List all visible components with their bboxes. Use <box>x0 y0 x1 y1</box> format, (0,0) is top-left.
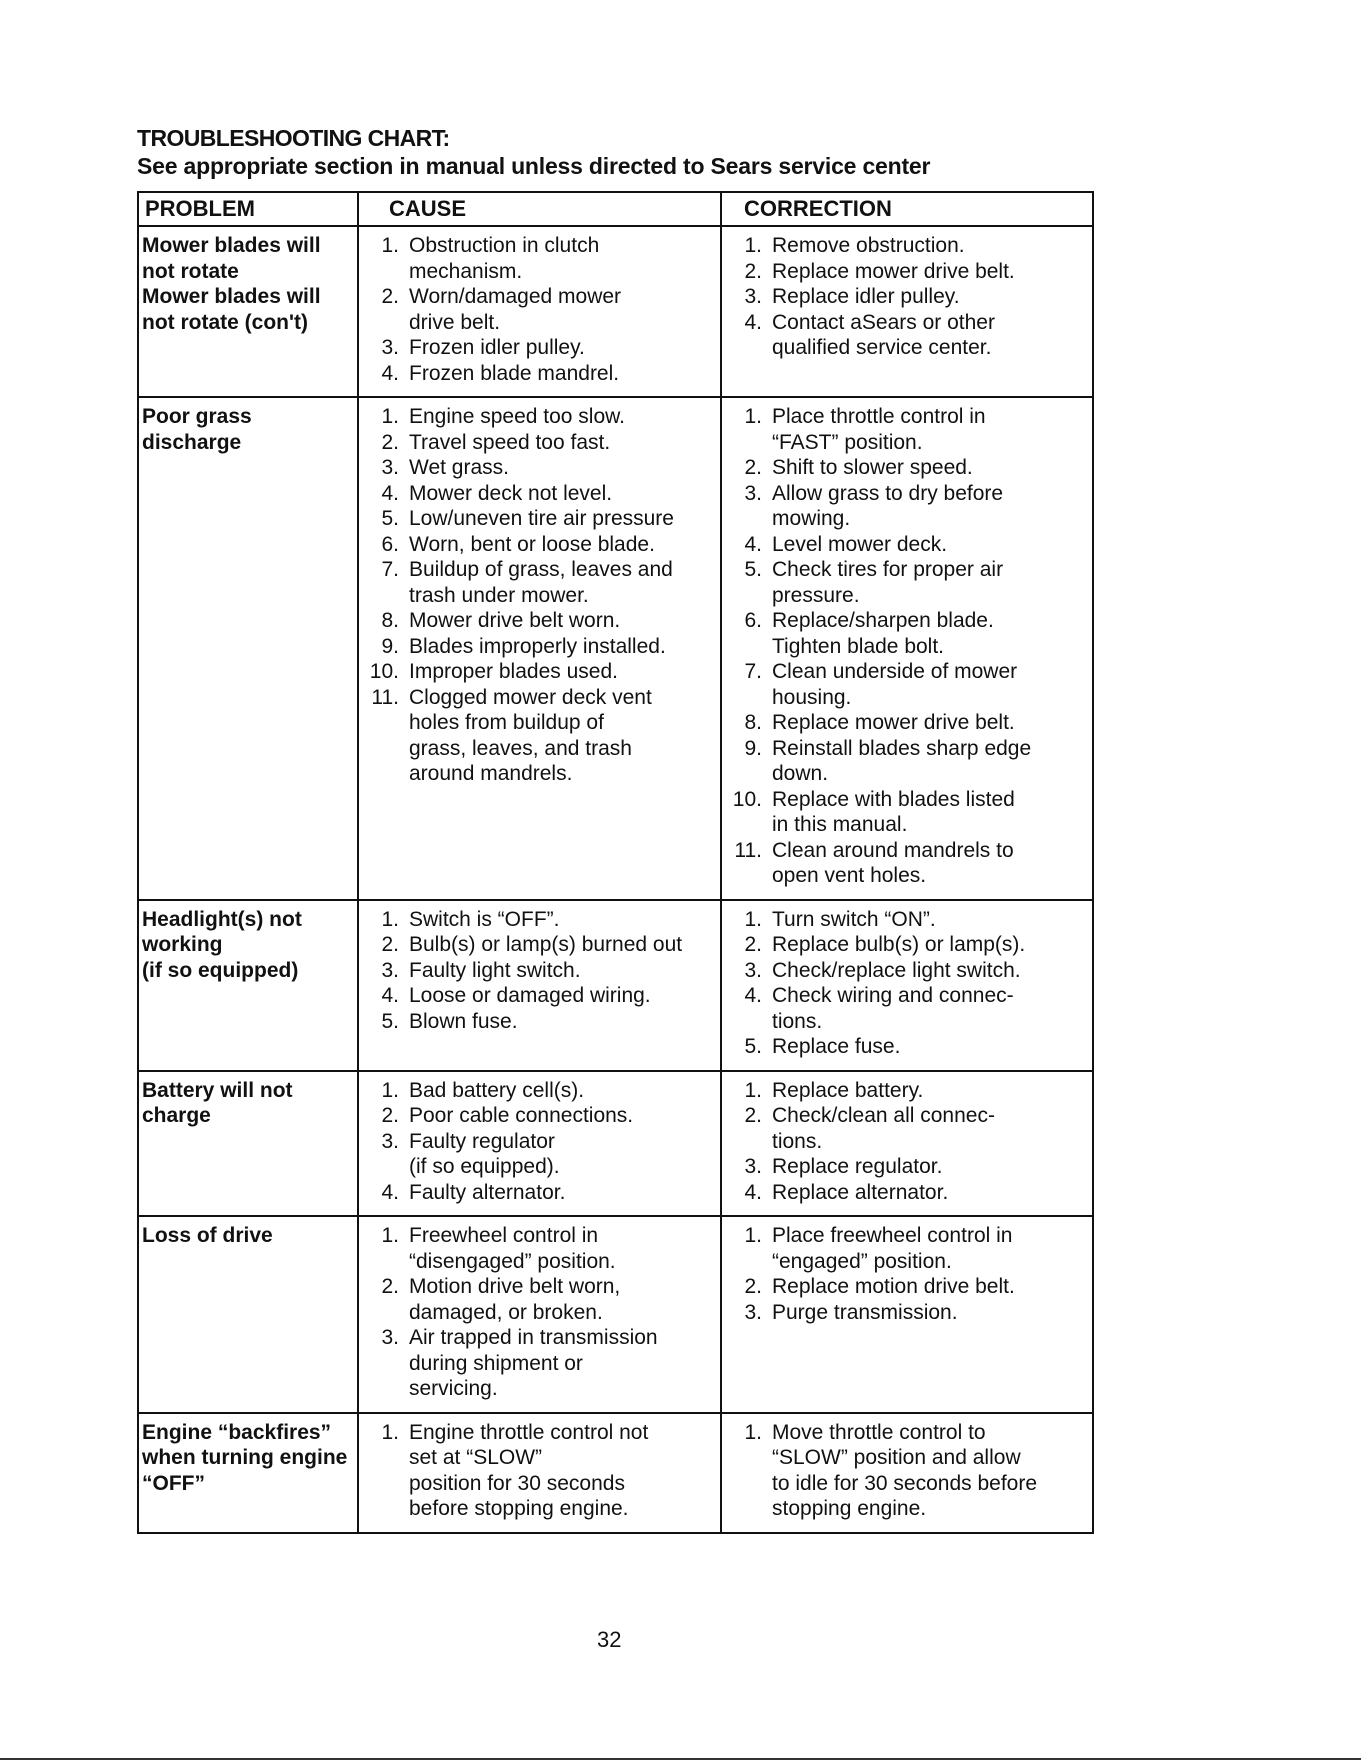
correction-list <box>726 907 1088 1060</box>
correction-item-text: Replace idler pulley. <box>772 285 960 308</box>
correction-item-number: 4. <box>744 1180 762 1204</box>
correction-list <box>726 1223 1088 1325</box>
cause-item-number: 3. <box>381 1326 399 1349</box>
cause-item <box>363 284 716 335</box>
cause-item <box>363 506 716 532</box>
correction-item <box>726 710 1088 736</box>
cause-item <box>363 608 716 634</box>
cause-cell <box>358 1071 721 1217</box>
cause-item <box>363 958 716 984</box>
cause-cell <box>358 226 721 397</box>
correction-item-number: 1. <box>744 1420 762 1444</box>
cause-cell <box>358 900 721 1071</box>
cause-item-number: 1. <box>381 907 399 931</box>
cause-item-text: Frozen idler pulley. <box>409 336 585 359</box>
table-row <box>138 900 1093 1071</box>
cause-item <box>363 1009 716 1035</box>
correction-item-text: Place freewheel control in “engaged” position. <box>772 1224 1013 1273</box>
correction-item-text: Allow grass to dry before mowing. <box>772 481 1004 530</box>
correction-item <box>726 1180 1088 1206</box>
cause-item <box>363 430 716 456</box>
correction-item-text: Purge transmission. <box>772 1300 958 1324</box>
cause-item-number: 1. <box>381 1420 399 1444</box>
cause-item <box>363 481 716 507</box>
cause-list <box>363 1078 716 1206</box>
cause-item-number: 3. <box>381 336 399 359</box>
cause-item-text: Frozen blade mandrel. <box>409 361 620 385</box>
cause-item <box>363 1103 716 1129</box>
correction-item-number: 4. <box>744 532 762 556</box>
correction-item-number: 5. <box>744 1035 762 1058</box>
cause-item-text: Mower deck not level. <box>409 481 613 505</box>
cause-item <box>363 532 716 558</box>
cause-item <box>363 361 716 387</box>
correction-item-text: Move throttle control to “SLOW” position and allow to idle for 30 seconds before stopping engine. <box>772 1420 1038 1520</box>
correction-item <box>726 983 1088 1034</box>
cause-item-number: 4. <box>381 481 399 505</box>
cause-item-number: 8. <box>381 609 399 632</box>
correction-item-number: 6. <box>744 609 762 632</box>
cause-item <box>363 634 716 660</box>
correction-item-number: 2. <box>744 259 762 283</box>
cause-item-number: 2. <box>381 1275 399 1298</box>
correction-item <box>726 455 1088 481</box>
cause-list <box>363 404 716 787</box>
cause-cell <box>358 1216 721 1413</box>
correction-cell <box>721 900 1093 1071</box>
cause-item-text: Faulty light switch. <box>409 958 581 982</box>
correction-item <box>726 1078 1088 1104</box>
correction-item <box>726 787 1088 838</box>
page-subtitle: See appropriate section in manual unless directed to Sears service center <box>137 153 931 179</box>
correction-item <box>726 404 1088 455</box>
correction-cell <box>721 1071 1093 1217</box>
correction-item-number: 8. <box>744 711 762 734</box>
cause-item-text: Faulty regulator (if so equipped). <box>409 1129 560 1178</box>
correction-item-text: Replace/sharpen blade. Tighten blade bolt. <box>772 609 994 658</box>
problem-text: Loss of drive <box>142 1224 273 1247</box>
correction-item <box>726 958 1088 984</box>
cause-item <box>363 1180 716 1206</box>
cause-item-number: 4. <box>381 984 399 1007</box>
correction-item <box>726 1420 1088 1522</box>
cause-item-text: Poor cable connections. <box>409 1104 634 1127</box>
correction-item-text: Place throttle control in “FAST” position. <box>772 405 986 454</box>
cause-item-number: 2. <box>381 1104 399 1127</box>
page-number: 32 <box>597 1627 622 1652</box>
correction-item-text: Replace regulator. <box>772 1155 943 1178</box>
correction-item <box>726 259 1088 285</box>
cause-cell <box>358 397 721 900</box>
correction-item-text: Clean around mandrels to open vent holes. <box>772 838 1014 887</box>
cause-item-number: 11. <box>371 685 399 709</box>
correction-item-number: 10. <box>732 787 762 811</box>
cause-item-text: Worn/damaged mower drive belt. <box>409 285 622 334</box>
troubleshooting-table <box>137 191 1094 1534</box>
correction-item-number: 7. <box>744 660 762 683</box>
table-row <box>138 1413 1093 1533</box>
correction-item <box>726 1223 1088 1274</box>
correction-item-text: Replace mower drive belt. <box>772 259 1015 283</box>
correction-item-text: Replace battery. <box>772 1078 924 1102</box>
cause-item-text: Obstruction in clutch mechanism. <box>409 234 600 283</box>
cause-item-text: Mower drive belt worn. <box>409 609 621 632</box>
correction-item-number: 1. <box>744 1224 762 1247</box>
cause-list <box>363 1223 716 1402</box>
cause-item-text: Bulb(s) or lamp(s) burned out <box>409 933 683 956</box>
correction-item-text: Check/replace light switch. <box>772 958 1021 982</box>
column-header-problem: PROBLEM <box>138 192 358 226</box>
cause-item-text: Bad battery cell(s). <box>409 1078 585 1102</box>
correction-item-number: 3. <box>744 1300 762 1324</box>
cause-item-number: 1. <box>381 1224 399 1247</box>
correction-item <box>726 736 1088 787</box>
cause-item <box>363 233 716 284</box>
correction-item <box>726 233 1088 259</box>
correction-item-number: 3. <box>744 481 762 505</box>
problem-text: Engine “backfires” when turning engine “OFF” <box>142 1420 348 1495</box>
cause-item-number: 2. <box>381 430 399 454</box>
cause-item-text: Motion drive belt worn, damaged, or broken. <box>409 1275 621 1324</box>
correction-item-number: 5. <box>744 558 762 581</box>
cause-item <box>363 983 716 1009</box>
correction-item <box>726 659 1088 710</box>
table-row <box>138 397 1093 900</box>
correction-item-number: 11. <box>734 838 762 862</box>
correction-item-number: 9. <box>744 736 762 760</box>
correction-item <box>726 932 1088 958</box>
correction-item <box>726 1274 1088 1300</box>
problem-text: Mower blades will not rotate Mower blades will not rotate (con't) <box>142 234 321 334</box>
correction-item <box>726 1300 1088 1326</box>
correction-item-number: 2. <box>744 456 762 479</box>
correction-item-number: 1. <box>744 405 762 428</box>
cause-item-number: 2. <box>381 285 399 308</box>
cause-item <box>363 685 716 787</box>
correction-item-text: Check tires for proper air pressure. <box>772 558 1004 607</box>
cause-item-number: 5. <box>381 507 399 530</box>
problem-cell <box>138 1216 358 1413</box>
correction-item <box>726 532 1088 558</box>
problem-cell <box>138 397 358 900</box>
cause-item-text: Loose or damaged wiring. <box>409 984 651 1007</box>
cause-item <box>363 1129 716 1180</box>
problem-text: Battery will not charge <box>142 1078 293 1127</box>
cause-item-text: Improper blades used. <box>409 660 618 683</box>
correction-item-number: 4. <box>744 984 762 1007</box>
correction-item-text: Replace mower drive belt. <box>772 711 1015 734</box>
correction-item-number: 2. <box>744 1104 762 1127</box>
cause-item <box>363 659 716 685</box>
correction-list <box>726 404 1088 889</box>
correction-cell <box>721 226 1093 397</box>
correction-item-number: 4. <box>744 310 762 334</box>
cause-item <box>363 404 716 430</box>
cause-item <box>363 907 716 933</box>
cause-item <box>363 932 716 958</box>
cause-item <box>363 455 716 481</box>
correction-item-number: 2. <box>744 1275 762 1298</box>
cause-item-text: Clogged mower deck vent holes from buildup of grass, leaves, and trash around mandrels. <box>409 685 652 785</box>
cause-item <box>363 1274 716 1325</box>
correction-item-number: 1. <box>744 907 762 931</box>
correction-item-text: Check wiring and connec- tions. <box>772 984 1014 1033</box>
cause-item <box>363 1078 716 1104</box>
correction-item-number: 1. <box>744 1078 762 1102</box>
cause-item-number: 3. <box>381 456 399 479</box>
correction-item-number: 3. <box>744 285 762 308</box>
cause-item-text: Blades improperly installed. <box>409 634 666 658</box>
cause-item-text: Freewheel control in “disengaged” position. <box>409 1224 616 1273</box>
cause-item-text: Engine throttle control not set at “SLOW” position for 30 seconds before stopping engine. <box>409 1420 649 1520</box>
cause-item-number: 9. <box>381 634 399 658</box>
cause-item-number: 4. <box>381 1180 399 1204</box>
correction-item <box>726 310 1088 361</box>
cause-item-number: 6. <box>381 532 399 556</box>
correction-item-text: Replace fuse. <box>772 1035 901 1058</box>
correction-item <box>726 481 1088 532</box>
correction-item <box>726 1103 1088 1154</box>
column-header-correction: CORRECTION <box>721 192 1093 226</box>
problem-text: Poor grass discharge <box>142 405 252 454</box>
correction-item-number: 2. <box>744 933 762 956</box>
correction-item-text: Turn switch “ON”. <box>772 907 936 931</box>
correction-item-text: Check/clean all connec- tions. <box>772 1104 995 1153</box>
cause-item-number: 3. <box>381 958 399 982</box>
correction-item-text: Shift to slower speed. <box>772 456 973 479</box>
correction-item-text: Clean underside of mower housing. <box>772 660 1018 709</box>
cause-item <box>363 557 716 608</box>
correction-list <box>726 233 1088 361</box>
correction-item-text: Remove obstruction. <box>772 234 965 257</box>
cause-item <box>363 1325 716 1402</box>
chart-heading <box>137 124 1097 180</box>
correction-item-text: Replace motion drive belt. <box>772 1275 1015 1298</box>
cause-item-text: Worn, bent or loose blade. <box>409 532 655 556</box>
correction-cell <box>721 397 1093 900</box>
column-header-cause: CAUSE <box>358 192 721 226</box>
problem-cell <box>138 900 358 1071</box>
cause-item-number: 7. <box>381 558 399 581</box>
table-header-row <box>138 192 1093 226</box>
correction-item <box>726 608 1088 659</box>
page-title: TROUBLESHOOTING CHART: <box>137 125 450 151</box>
cause-item-number: 4. <box>381 361 399 385</box>
cause-item-number: 1. <box>381 234 399 257</box>
correction-item-text: Replace with blades listed in this manual. <box>772 787 1015 836</box>
cause-item-number: 1. <box>381 405 399 428</box>
cause-item-text: Travel speed too fast. <box>409 430 611 454</box>
correction-item <box>726 1034 1088 1060</box>
correction-item-number: 3. <box>744 958 762 982</box>
cause-item-text: Air trapped in transmission during shipment or servicing. <box>409 1326 658 1400</box>
table-row <box>138 226 1093 397</box>
cause-item-text: Low/uneven tire air pressure <box>409 507 674 530</box>
cause-item-number: 5. <box>381 1009 399 1033</box>
correction-item-text: Reinstall blades sharp edge down. <box>772 736 1032 785</box>
cause-item <box>363 1420 716 1522</box>
correction-item <box>726 907 1088 933</box>
correction-item <box>726 284 1088 310</box>
cause-item-number: 10. <box>369 660 399 683</box>
correction-item-text: Replace alternator. <box>772 1180 949 1204</box>
cause-item-text: Switch is “OFF”. <box>409 907 560 931</box>
correction-item <box>726 1154 1088 1180</box>
correction-list <box>726 1420 1088 1522</box>
cause-cell <box>358 1413 721 1533</box>
cause-item-text: Wet grass. <box>409 456 509 479</box>
cause-list <box>363 907 716 1035</box>
correction-item-text: Level mower deck. <box>772 532 948 556</box>
cause-item-number: 2. <box>381 933 399 956</box>
correction-item <box>726 557 1088 608</box>
cause-list <box>363 233 716 386</box>
correction-item <box>726 838 1088 889</box>
table-row <box>138 1216 1093 1413</box>
table-row <box>138 1071 1093 1217</box>
cause-item-text: Buildup of grass, leaves and trash under mower. <box>409 558 673 607</box>
correction-item-number: 1. <box>744 234 762 257</box>
correction-item-text: Contact aSears or other qualified service center. <box>772 310 995 359</box>
problem-cell <box>138 226 358 397</box>
cause-item <box>363 335 716 361</box>
correction-item-number: 3. <box>744 1155 762 1178</box>
correction-item-text: Replace bulb(s) or lamp(s). <box>772 933 1026 956</box>
bottom-edge-line <box>0 1758 1361 1760</box>
cause-item-text: Blown fuse. <box>409 1009 518 1033</box>
cause-item <box>363 1223 716 1274</box>
cause-item-number: 3. <box>381 1129 399 1153</box>
correction-cell <box>721 1216 1093 1413</box>
problem-text: Headlight(s) not working (if so equipped) <box>142 907 302 982</box>
correction-cell <box>721 1413 1093 1533</box>
correction-list <box>726 1078 1088 1206</box>
cause-list <box>363 1420 716 1522</box>
cause-item-number: 1. <box>381 1078 399 1102</box>
cause-item-text: Engine speed too slow. <box>409 405 625 428</box>
problem-cell <box>138 1413 358 1533</box>
problem-cell <box>138 1071 358 1217</box>
table-body <box>138 226 1093 1533</box>
cause-item-text: Faulty alternator. <box>409 1180 566 1204</box>
